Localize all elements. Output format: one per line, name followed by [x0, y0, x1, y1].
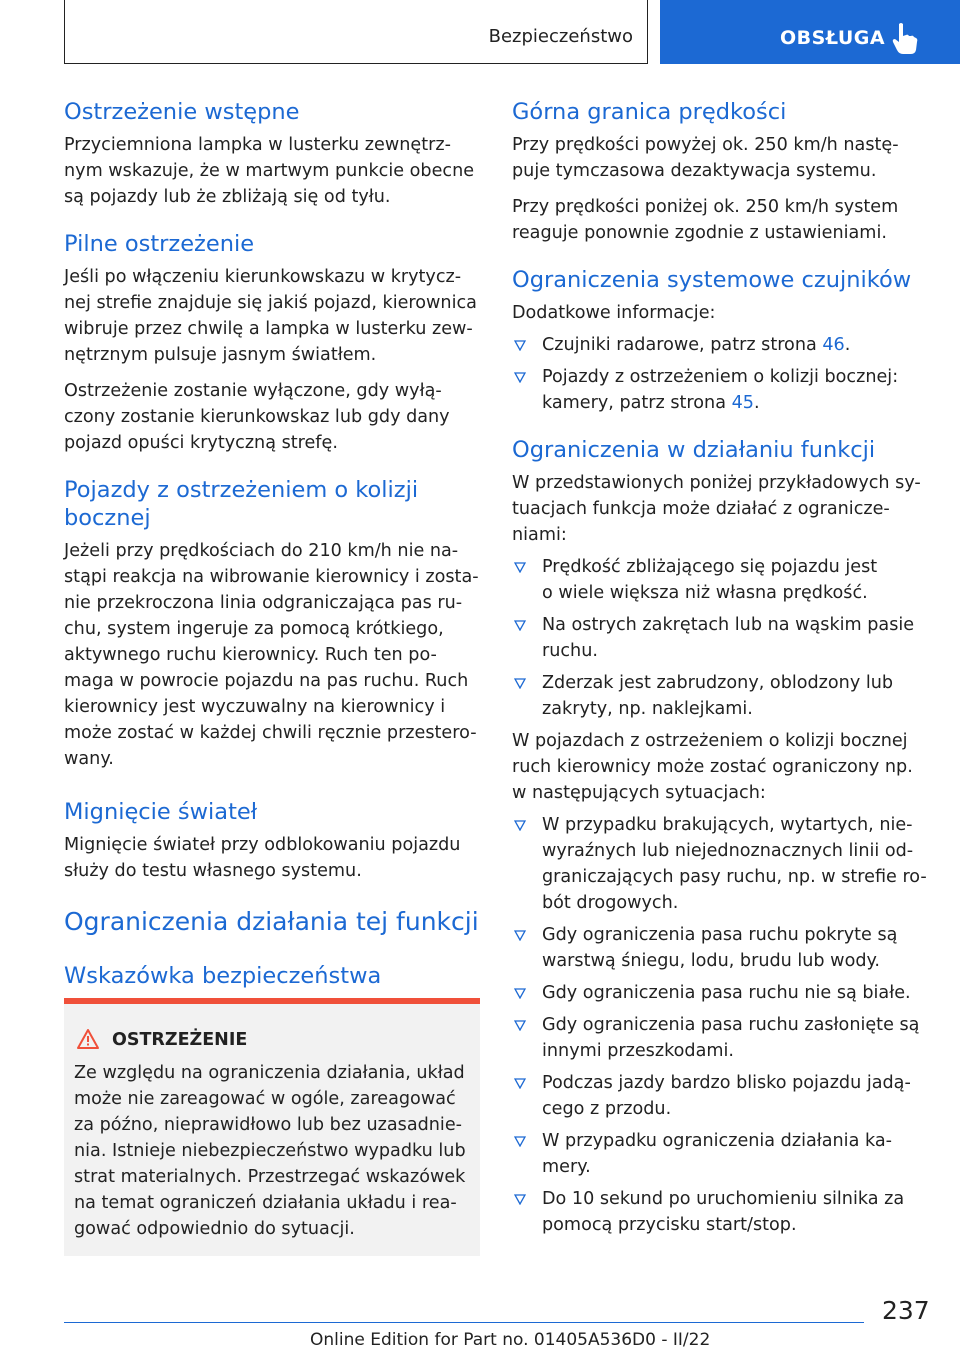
list-item: Podczas jazdy bardzo blisko pojazdu jadą- cego z przodu.	[512, 1070, 932, 1122]
bullet-triangle-icon	[514, 819, 526, 831]
header-section-title: Bezpieczeństwo	[488, 26, 633, 47]
list-item: Do 10 sekund po uruchomieniu silnika za pomocą przycisku start/stop.	[512, 1186, 932, 1238]
list-item: Gdy ograniczenia pasa ruchu zasłonięte są innymi przeszkodami.	[512, 1012, 932, 1064]
bullet-triangle-icon	[514, 371, 526, 383]
bullet-triangle-icon	[514, 677, 526, 689]
list-item: Na ostrych zakrętach lub na wąskim pasie ruchu.	[512, 612, 932, 664]
bullet-triangle-icon	[514, 1135, 526, 1147]
bullet-triangle-icon	[514, 1077, 526, 1089]
header-chapter-title: OBSŁUGA	[780, 27, 886, 49]
bullet-triangle-icon	[514, 561, 526, 573]
para-kierownica: W pojazdach z ostrzeżeniem o kolizji bocznej ruch kierownicy może zostać ograniczony np. w następujących sytuacjach:	[512, 731, 913, 803]
list-item: Gdy ograniczenia pasa ruchu pokryte są warstwą śniegu, lodu, brudu lub wody.	[512, 922, 932, 974]
heading-ograniczenia-funkcji: Ograniczenia działania tej funkcji	[64, 907, 479, 936]
page-link-46[interactable]: 46	[822, 335, 845, 355]
bullet-triangle-icon	[514, 1019, 526, 1031]
heading-wskazowka-bezpieczenstwa: Wskazówka bezpieczeństwa	[64, 963, 382, 989]
warning-text: Ze względu na ograniczenia działania, układ może nie zareagować w ogóle, zareagować za późno, nieprawidłowo lub bez uzasadnie- nia. Istnieje niebezpieczeństwo wypadku lub strat materialnych. Przestrzegać wskazówek na temat ograniczeń działania układu i rea- gować odpowiednio do sytuacji.	[74, 1063, 466, 1239]
right-column	[512, 98, 932, 1238]
header-section-box	[64, 0, 648, 64]
page-number: 237	[882, 1296, 930, 1325]
heading-pojazdy-kolizja: Pojazdy z ostrzeżeniem o kolizji bocznej	[64, 477, 419, 531]
page-link-45[interactable]: 45	[731, 393, 754, 413]
list-item: Prędkość zbliżającego się pojazdu jest o wiele większa niż własna prędkość.	[512, 554, 932, 606]
warning-title: OSTRZEŻENIE	[112, 1030, 248, 1050]
warning-triangle-icon	[76, 1028, 100, 1050]
heading-gorna-granica: Górna granica prędkości	[512, 99, 787, 125]
para-przedstawionych: W przedstawionych poniżej przykładowych sy- tuacjach funkcja może działać z ogranicze- niami:	[512, 473, 921, 545]
heading-ograniczenia-dzialania: Ograniczenia w działaniu funkcji	[512, 437, 876, 463]
heading-ograniczenia-czujnikow: Ograniczenia systemowe czujników	[512, 267, 912, 293]
para-pojazdy-kolizja: Jeżeli przy prędkościach do 210 km/h nie na- stąpi reakcja na wibrowanie kierownicy i zosta- nie przekroczona linia odgraniczająca pas ru- chu, system ingeruje za pomocą krótkiego, aktywnego ruchu kierownicy. Ruch ten po- maga w powrocie pojazdu na pas ruchu. Ruch kierownicy jest wyczuwalny na kierownicy i może zostać w każdej chwili ręcznie przestero- wany.	[64, 541, 479, 769]
list-item: W przypadku brakujących, wytartych, nie- wyraźnych lub niejednoznacznych linii od- graniczających pasy ruchu, np. w strefie ro- bót drogowych.	[512, 812, 932, 916]
heading-migniecie-swiatel: Mignięcie świateł	[64, 799, 258, 825]
footer-divider	[64, 1322, 864, 1323]
heading-ostrzezenie-wstepne: Ostrzeżenie wstępne	[64, 99, 300, 125]
list-item: Pojazdy z ostrzeżeniem o kolizji bocznej: kamery, patrz strona 45.	[512, 364, 932, 416]
para-migniecie-swiatel: Mignięcie świateł przy odblokowaniu pojazdu służy do testu własnego systemu.	[64, 835, 461, 881]
para-pilne-2: Ostrzeżenie zostanie wyłączone, gdy wyłą- czony zostanie kierunkowskaz lub gdy dany pojazd opuści krytyczną strefę.	[64, 381, 450, 453]
footer-edition: Online Edition for Part no. 01405A536D0 - II/22	[310, 1330, 711, 1350]
para-pilne-1: Jeśli po włączeniu kierunkowskazu w krytycz- nej strefie znajduje się jakiś pojazd, kierownica wibruje przez chwilę a lampka w lusterku zew- nętrznym pulsuje jasnym światłem.	[64, 267, 477, 365]
warning-box	[64, 998, 480, 1256]
list-item: Gdy ograniczenia pasa ruchu nie są białe.	[512, 980, 932, 1006]
bullet-triangle-icon	[514, 929, 526, 941]
heading-pilne-ostrzezenie: Pilne ostrzeżenie	[64, 231, 255, 257]
bullet-triangle-icon	[514, 339, 526, 351]
left-column	[64, 98, 484, 990]
list-dzialanie	[512, 554, 932, 722]
para-gorna-2: Przy prędkości poniżej ok. 250 km/h system reaguje ponownie zgodnie z ustawieniami.	[512, 197, 899, 243]
para-dodatkowe-informacje: Dodatkowe informacje:	[512, 303, 716, 323]
bullet-triangle-icon	[514, 1193, 526, 1205]
hand-pointer-icon	[890, 22, 920, 56]
list-item: Czujniki radarowe, patrz strona 46.	[512, 332, 932, 358]
para-gorna-1: Przy prędkości powyżej ok. 250 km/h nastę- puje tymczasowa dezaktywacja systemu.	[512, 135, 899, 181]
para-ostrzezenie-wstepne: Przyciemniona lampka w lusterku zewnętrz- nym wskazuje, że w martwym punkcie obecne są pojazdy lub że zbliżają się od tyłu.	[64, 135, 475, 207]
header-chapter-tab	[660, 0, 960, 64]
bullet-triangle-icon	[514, 619, 526, 631]
list-item: Zderzak jest zabrudzony, oblodzony lub zakryty, np. naklejkami.	[512, 670, 932, 722]
list-czujniki	[512, 332, 932, 416]
list-item: W przypadku ograniczenia działania ka- mery.	[512, 1128, 932, 1180]
list-kierownica	[512, 812, 932, 1238]
bullet-triangle-icon	[514, 987, 526, 999]
